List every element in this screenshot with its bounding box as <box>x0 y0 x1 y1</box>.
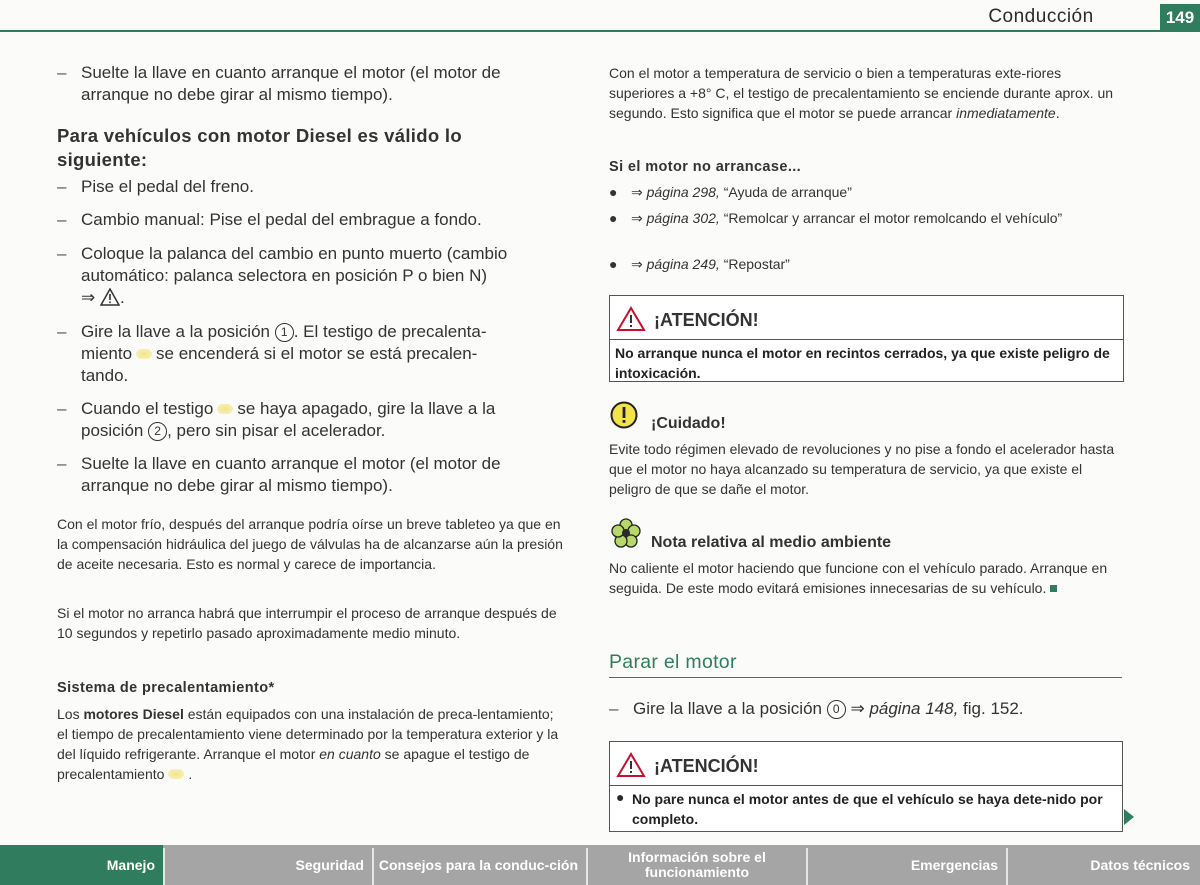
dash: – <box>57 322 67 341</box>
text-italic: en cuanto <box>319 746 381 762</box>
step-line: tando. <box>81 366 129 385</box>
bullet: ● <box>609 256 618 272</box>
key-position-icon: 2 <box>148 422 167 441</box>
section-stop-engine: Parar el motor <box>609 651 737 673</box>
step-text <box>81 243 567 309</box>
environment-title: Nota relativa al medio ambiente <box>651 534 892 551</box>
preheat-text <box>57 704 567 784</box>
tab-emergencias[interactable]: Emergencias <box>910 856 998 873</box>
tab-seguridad[interactable]: Seguridad <box>295 856 364 873</box>
no-start-heading: Si el motor no arrancase... <box>609 159 802 175</box>
warm-engine-text <box>609 63 1124 123</box>
step-line: . El testigo de precalenta- <box>293 322 487 341</box>
text-span: Los <box>57 706 80 722</box>
link-item[interactable] <box>609 182 1124 202</box>
dash: – <box>57 399 67 418</box>
caution-icon <box>610 401 638 429</box>
page-number: 149 <box>1160 4 1200 32</box>
arrow-icon: ⇒ <box>81 288 96 307</box>
glow-plug-icon <box>168 769 184 779</box>
environment-text <box>609 558 1124 598</box>
dash: – <box>57 177 67 196</box>
divider <box>610 785 1122 786</box>
bullet: ● <box>616 789 625 805</box>
preheat-heading: Sistema de precalentamiento* <box>57 680 275 696</box>
text-span: Con el motor a temperatura de servicio o bien a temperaturas exte-riores superiores a +8° C, el testigo de precalentamiento se enciende durante aprox. un segundo. Esto significa que el motor se puede arrancar <box>609 65 1114 121</box>
warning-triangle-icon <box>616 306 646 332</box>
step-line: miento <box>81 344 133 363</box>
next-page-arrow-icon[interactable] <box>1124 809 1134 825</box>
step-line: posición <box>81 421 144 440</box>
glow-plug-icon <box>217 404 233 414</box>
text-span: están equipados con una instalación de preca-lentamiento; el tiempo de precalentamiento viene determinado por la temperatura exterior y la del líquido refrigerante. Arranque el motor <box>57 706 559 762</box>
diesel-heading: Para vehículos con motor Diesel es válido lo siguiente: <box>57 125 462 170</box>
page-link[interactable]: página 302, <box>646 210 720 226</box>
text-span: . <box>1055 105 1060 121</box>
dash: – <box>57 210 67 229</box>
figure-ref: fig. 152. <box>963 699 1024 718</box>
environment-flower-icon <box>611 518 641 548</box>
text-italic: inmediatamente <box>956 105 1056 121</box>
text-span: No caliente el motor haciendo que funcione con el vehículo parado. Arranque en seguida. De este modo evitará emisiones innecesarias de su vehículo. <box>609 560 1108 596</box>
warning-triangle-icon <box>100 288 120 306</box>
warning-box-stop <box>609 741 1123 832</box>
caution-text: Evite todo régimen elevado de revoluciones y no pise a fondo el acelerador hasta que el motor no haya alcanzado su temperatura de servicio, ya que existe el peligro de que se dañe el motor. <box>609 441 1115 497</box>
step-line: automático: palanca selectora en posición P o bien N) <box>81 266 488 285</box>
step-line: , pero sin pisar el acelerador. <box>167 421 386 440</box>
section-underline <box>609 677 1122 678</box>
tab-datos-tecnicos[interactable]: Datos técnicos <box>1090 856 1190 873</box>
arrow-icon: ⇒ <box>631 256 643 272</box>
warning-title: ¡ATENCIÓN! <box>654 756 759 776</box>
glow-plug-icon <box>136 349 152 359</box>
dash: – <box>57 244 67 263</box>
step-line: Gire la llave a la posición <box>633 699 822 718</box>
link-item[interactable] <box>609 254 1124 274</box>
bullet: ● <box>609 184 618 200</box>
key-position-icon: 1 <box>275 323 294 342</box>
link-text: “Ayuda de arranque” <box>723 184 852 200</box>
step-line: Coloque la palanca del cambio en punto muerto (cambio <box>81 244 508 263</box>
arrow-icon: ⇒ <box>631 210 643 226</box>
period: . <box>119 288 125 307</box>
step-text: Pise el pedal del freno. <box>81 177 254 196</box>
dash: – <box>57 63 67 82</box>
dash: – <box>609 699 619 718</box>
text-span: se apague el testigo de precalentamiento <box>57 746 530 782</box>
link-text: “Repostar” <box>723 256 790 272</box>
step-stop-engine <box>609 698 1124 720</box>
arrow-icon: ⇒ <box>850 699 865 718</box>
step-text: Cambio manual: Pise el pedal del embrague a fondo. <box>81 210 482 229</box>
header-line <box>0 30 1160 32</box>
step-text <box>81 398 567 442</box>
step-text <box>81 321 567 387</box>
arrow-icon: ⇒ <box>631 184 643 200</box>
end-marker-icon <box>1050 585 1057 592</box>
warning-text: No arranque nunca el motor en recintos cerrados, ya que existe peligro de intoxicación. <box>615 345 1110 381</box>
step-text: Suelte la llave en cuanto arranque el motor (el motor de arranque no debe girar al mismo tiempo). <box>81 454 501 495</box>
step-line: se encenderá si el motor se está precalen- <box>156 344 478 363</box>
caution-title: ¡Cuidado! <box>651 415 726 432</box>
page-link[interactable]: página 148, <box>869 699 959 718</box>
warning-title: ¡ATENCIÓN! <box>654 310 759 330</box>
divider <box>610 339 1123 340</box>
key-position-icon: 0 <box>827 700 846 719</box>
text-span: . <box>188 766 193 782</box>
step-line: se haya apagado, gire la llave a la <box>237 399 496 418</box>
page-link[interactable]: página 249, <box>646 256 720 272</box>
step-line: Cuando el testigo <box>81 399 214 418</box>
link-text: “Remolcar y arrancar el motor remolcando el vehículo” <box>723 210 1063 226</box>
cold-engine-note: Con el motor frío, después del arranque podría oírse un breve tableteo ya que en la compensación hidráulica del juego de válvulas ha de alcanzarse aún la presión de aceite necesaria. Esto es normal y carece de importancia. <box>57 516 563 572</box>
dash: – <box>57 454 67 473</box>
tab-consejos[interactable]: Consejos para la conduc-ción <box>378 856 578 873</box>
warning-box-closed-rooms <box>609 295 1124 382</box>
bullet: ● <box>609 210 618 226</box>
tab-manejo[interactable]: Manejo <box>0 845 163 885</box>
page-link[interactable]: página 298, <box>646 184 720 200</box>
link-item[interactable] <box>609 208 1109 228</box>
restart-note: Si el motor no arranca habrá que interrumpir el proceso de arranque después de 10 segundos y repetirlo pasado aproximadamente medio minuto. <box>57 605 557 641</box>
step-line: Gire la llave a la posición <box>81 322 270 341</box>
section-title: Conducción <box>988 6 1094 27</box>
text-bold: motores Diesel <box>83 706 184 722</box>
warning-text: No pare nunca el motor antes de que el vehículo se haya dete-nido por completo. <box>632 791 1103 827</box>
step-text: Suelte la llave en cuanto arranque el motor (el motor de arranque no debe girar al mismo tiempo). <box>81 63 501 104</box>
tab-informacion[interactable]: Información sobre el funcionamiento <box>628 849 766 880</box>
warning-triangle-icon <box>616 752 646 778</box>
